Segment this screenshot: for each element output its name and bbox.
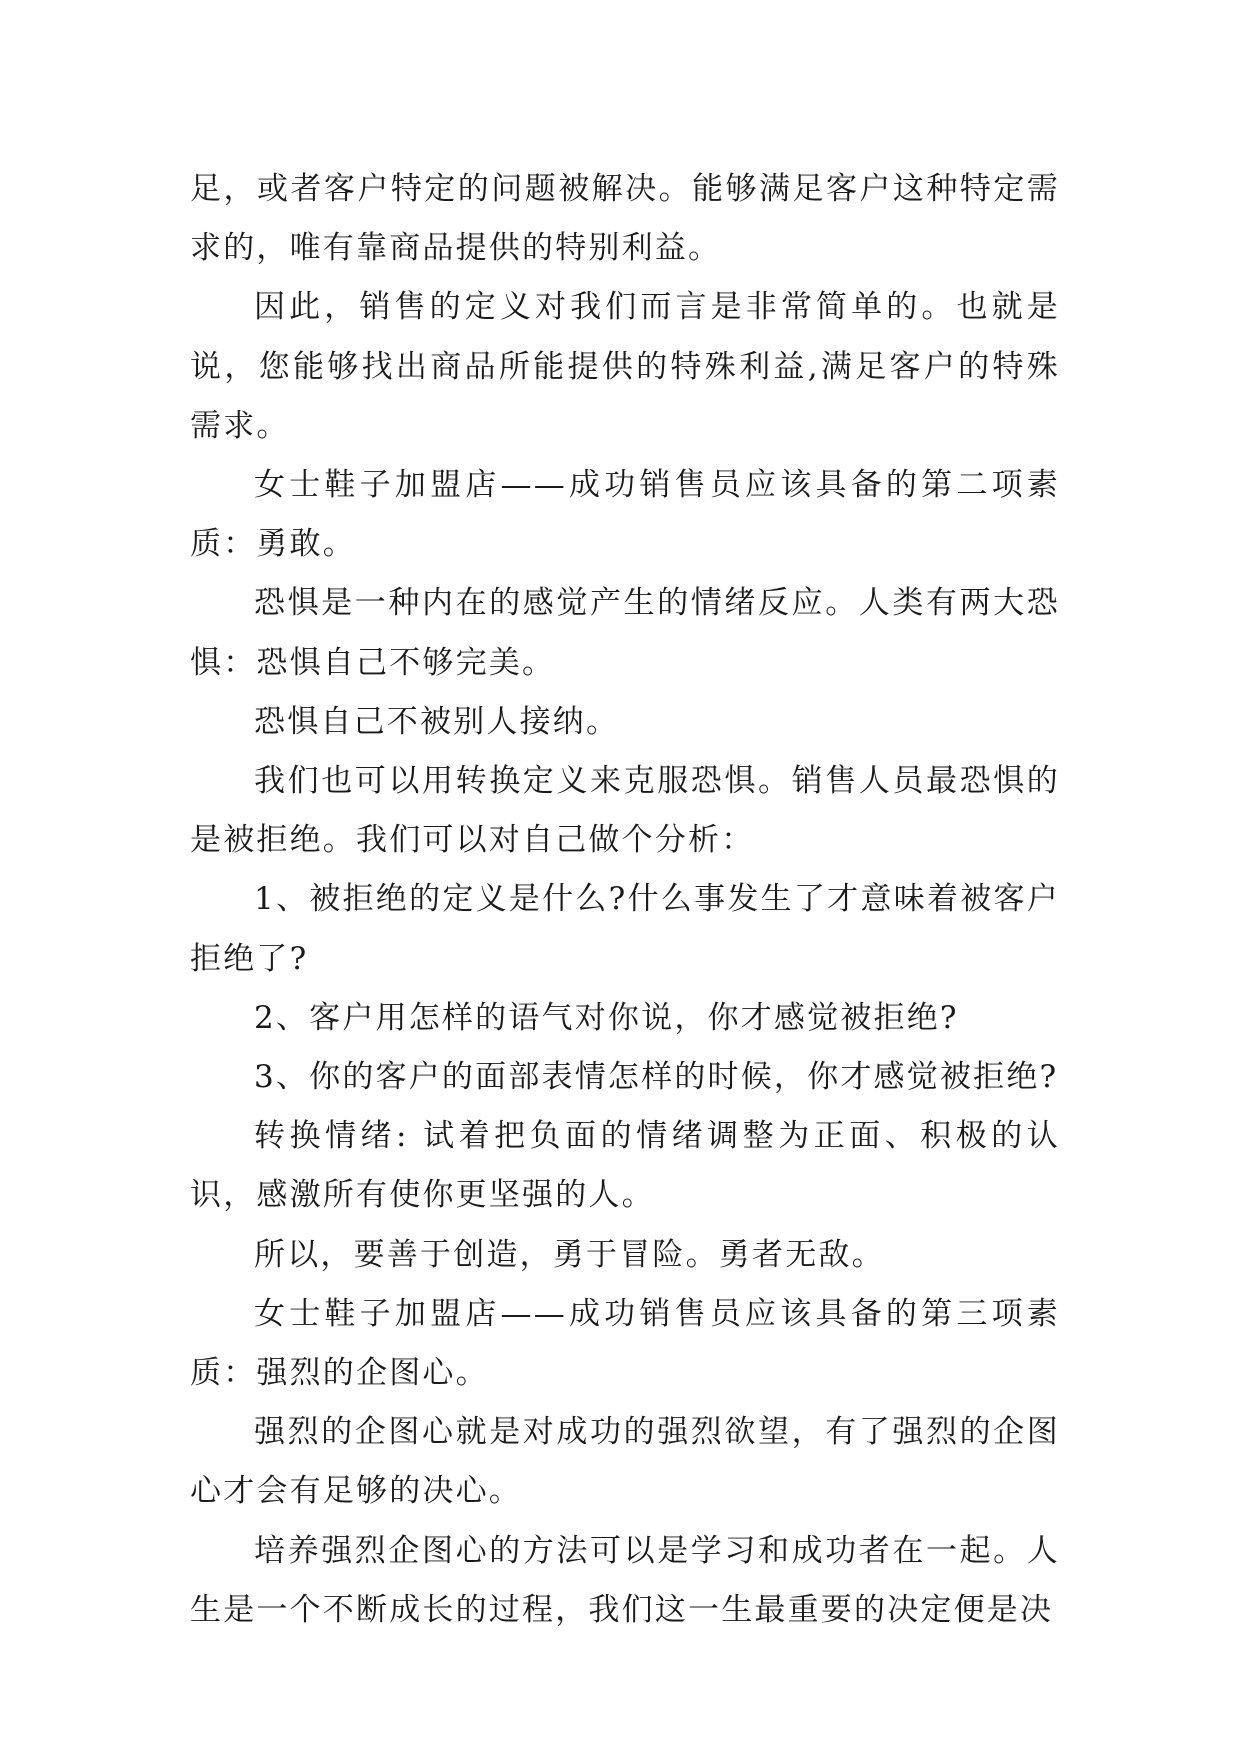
paragraph-12: 女士鞋子加盟店——成功销售员应该具备的第三项素质：强烈的企图心。 [190,1295,1060,1392]
paragraph-5: 恐惧自己不被别人接纳。 [254,703,620,740]
paragraph-14: 培养强烈企图心的方法可以是学习和成功者在一起。人生是一个不断成长的过程，我们这一生最重要的决定便是决 [190,1532,1060,1628]
body-text [190,160,1060,1640]
paragraph-13: 强烈的企图心就是对成功的强烈欲望，有了强烈的企图心才会有足够的决心。 [190,1414,1060,1510]
paragraph-3: 女士鞋子加盟店——成功销售员应该具备的第二项素质：勇敢。 [190,467,1060,563]
paragraph-2: 因此，销售的定义对我们而言是非常简单的。也就是说，您能够找出商品所能提供的特殊利益,满足客户的特殊需求。 [190,289,1060,444]
paragraph-4: 恐惧是一种内在的感觉产生的情绪反应。人类有两大恐惧：恐惧自己不够完美。 [190,585,1060,681]
paragraph-11: 所以，要善于创造，勇于冒险。勇者无敌。 [254,1236,885,1273]
paragraph-6: 我们也可以用转换定义来克服恐惧。销售人员最恐惧的是被拒绝。我们可以对自己做个分析： [190,763,1060,859]
paragraph-1: 足，或者客户特定的问题被解决。能够满足客户这种特定需求的，唯有靠商品提供的特别利益。 [190,171,1060,267]
paragraph-9: 3、你的客户的面部表情怎样的时候，你才感觉被拒绝? [254,1059,1059,1096]
paragraph-8: 2、客户用怎样的语气对你说，你才感觉被拒绝? [254,999,959,1036]
paragraph-10: 转换情绪: 试着把负面的情绪调整为正面、积极的认识，感激所有使你更坚强的人。 [190,1118,1060,1214]
paragraph-7: 1、被拒绝的定义是什么?什么事发生了才意味着被客户拒绝了? [190,881,1060,977]
